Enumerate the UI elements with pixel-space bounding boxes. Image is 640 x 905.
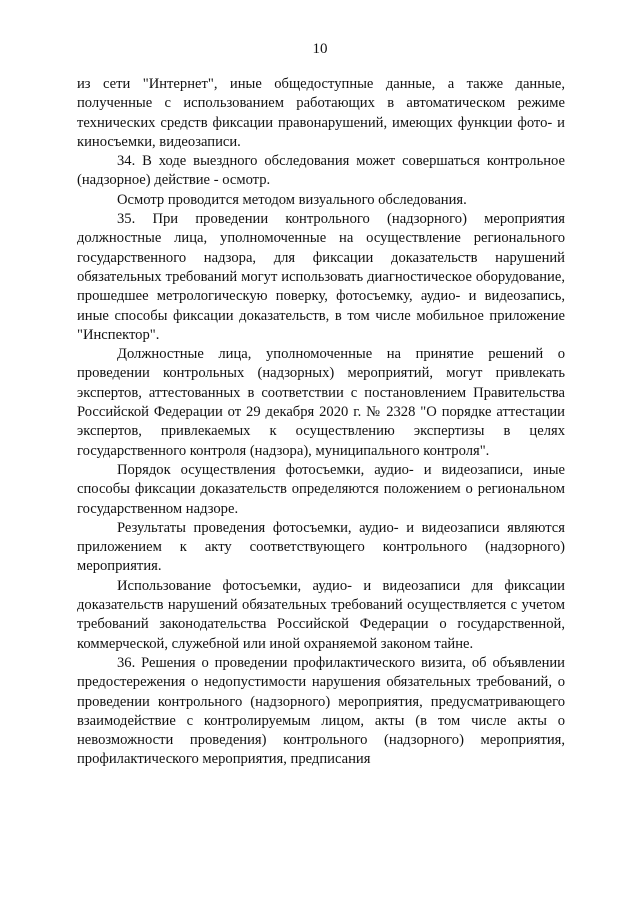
paragraph: Использование фотосъемки, аудио- и видеозаписи для фиксации доказательств нарушений обязательных требований осуществляется с учетом требований законодательства Российской Федерации о государственной, коммерческой, служебной или иной охраняемой законом тайне. xyxy=(77,577,565,652)
page-number: 10 xyxy=(312,41,328,57)
paragraph: Осмотр проводится методом визуального обследования. xyxy=(117,191,467,208)
paragraph: Результаты проведения фотосъемки, аудио- и видеозаписи являются приложением к акту соответствующего контрольного (надзорного) мероприятия. xyxy=(77,519,565,575)
paragraph: 35. При проведении контрольного (надзорного) мероприятия должностные лица, уполномоченные на осуществление регионального государственного надзора, для фиксации доказательств нарушений обязательных требований могут использовать диагностическое оборудование, прошедшее метрологическую поверку, фотосъемку, аудио- и видеозапись, иные способы фиксации доказательств, в том числе мобильное приложение "Инспектор". xyxy=(77,211,565,343)
paragraph: 36. Решения о проведении профилактического визита, об объявлении предостережения о недопустимости нарушения обязательных требований, о проведении контрольного (надзорного) мероприятия, предусматривающего взаимодействие с контролируемым лицом, акты (в том числе акты о невозможности проведения) контрольного (надзорного) мероприятия, профилактического мероприятия, предписания xyxy=(77,654,565,768)
paragraph: Должностные лица, уполномоченные на принятие решений о проведении контрольных (надзорных) мероприятий, могут привлекать экспертов, аттестованных в соответствии с постановлением Правительства Российской Федерации от 29 декабря 2020 г. № 2328 "О порядке аттестации экспертов, привлекаемых к осуществлению экспертизы в целях государственного контроля (надзора), муниципального контроля". xyxy=(77,346,565,459)
paragraph: Порядок осуществления фотосъемки, аудио- и видеозаписи, иные способы фиксации доказательств определяются положением о региональном государственном надзоре. xyxy=(77,461,565,517)
paragraph: 34. В ходе выездного обследования может совершаться контрольное (надзорное) действие - осмотр. xyxy=(77,153,565,189)
paragraph: из сети "Интернет", иные общедоступные данные, а также данные, полученные с использованием работающих в автоматическом режиме технических средств фиксации правонарушений, имеющих функции фото- и киносъемки, видеозаписи. xyxy=(77,76,565,150)
document-body xyxy=(77,75,565,770)
